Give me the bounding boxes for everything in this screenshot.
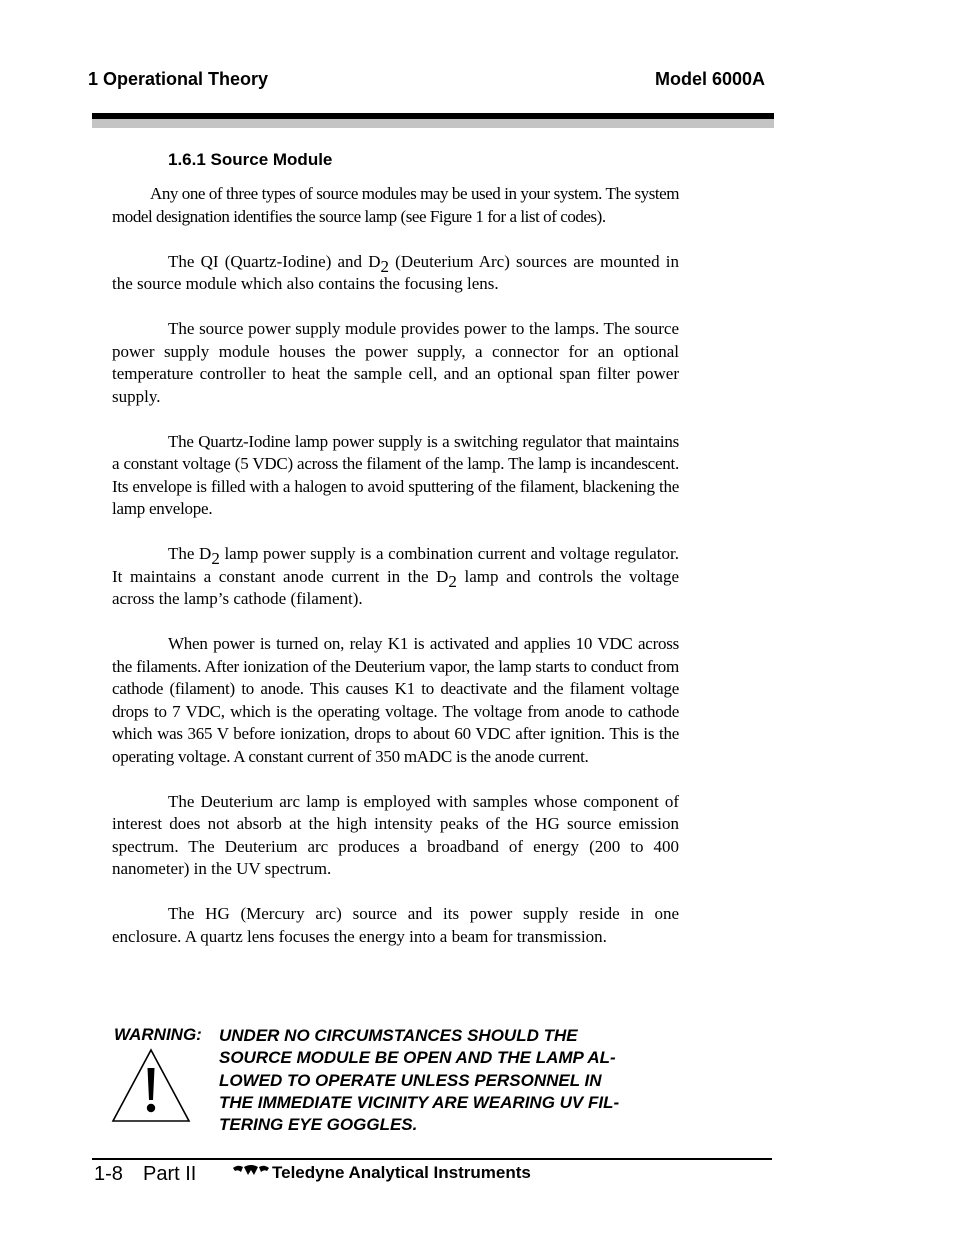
paragraph-deuterium-arc-lamp: The Deuterium arc lamp is employed with samples whose component of interest does not absorb at the high intensity peaks of the HG source emission spectrum. The Deuterium arc produces a broadband of energy (200 to 400 nanometer) in the UV spectrum. (112, 791, 679, 878)
section-heading: 1.6.1 Source Module (168, 150, 333, 169)
paragraph-d2-supply (112, 543, 679, 611)
paragraph-text: lamp power supply is a combination current and voltage regulator. It maintains a constant anode current in the D (112, 544, 679, 586)
warning-line: LOWED TO OPERATE UNLESS PERSONNEL IN (219, 1070, 602, 1090)
paragraph-quartz-iodine-supply: The Quartz-Iodine lamp power supply is a switching regulator that maintains a constant voltage (5 VDC) across the filament of the lamp. The lamp is incandescent. Its envelope is filled with a halogen to avoid sputtering of the filament, blackening the lamp envelope. (112, 431, 679, 518)
subscript: 2 (380, 256, 389, 276)
header-shadow-rule (92, 119, 774, 128)
teledyne-logo-icon (232, 1164, 270, 1178)
body-text (112, 183, 679, 971)
paragraph-text: The D (168, 544, 212, 563)
paragraph-hg-source: The HG (Mercury arc) source and its power supply reside in one enclosure. A quartz lens focuses the energy into a beam for transmission. (112, 904, 679, 946)
subscript: 2 (211, 549, 220, 568)
warning-line: UNDER NO CIRCUMSTANCES SHOULD THE (219, 1026, 578, 1045)
paragraph-power-supply-module: The source power supply module provides power to the lamps. The source power supply module houses the power supply, a connector for an optional temperature controller to heat the sample cell, and an optional span filter power supply. (112, 319, 679, 406)
warning-line: SOURCE MODULE BE OPEN AND THE LAMP AL- (219, 1048, 616, 1068)
footer-company-name: Teledyne Analytical Instruments (272, 1163, 531, 1182)
subscript: 2 (448, 571, 457, 591)
footer-rule (92, 1158, 772, 1160)
paragraph-source-module-types: Any one of three types of source modules may be used in your system. The system model designation identifies the source lamp (see Figure 1 for a list of codes). (112, 184, 679, 226)
running-header-model: Model 6000A (655, 69, 766, 89)
paragraph-text: lamp and controls the voltage across the lamp’s cathode (filament). (112, 566, 679, 608)
running-header-section: 1 Operational Theory (88, 69, 269, 89)
warning-triangle-icon (111, 1048, 191, 1123)
warning-line: THE IMMEDIATE VICINITY ARE WEARING UV FIL- (219, 1092, 620, 1112)
paragraph-text: The QI (Quartz-Iodine) and D (168, 251, 381, 271)
paragraph-text: (Deuterium Arc) sources are mounted in the source module which also contains the focusing lens. (112, 251, 679, 293)
footer-page-number: 1-8 (94, 1163, 123, 1185)
paragraph-power-on-sequence: When power is turned on, relay K1 is activated and applies 10 VDC across the filaments. After ionization of the Deuterium vapor, the lamp starts to conduct from cathode (filament) to anode. This causes K1 to deactivate and the filament voltage drops to 7 VDC, which is the operating voltage. The voltage from anode to cathode which was 365 V before ionization, drops to about 60 VDC after ignition. This is the operating voltage. A constant current of 350 mADC is the anode current. (112, 634, 679, 766)
warning-text (219, 1025, 689, 1136)
footer-part: Part II (143, 1163, 197, 1185)
paragraph-qi-d2-sources (112, 251, 679, 296)
warning-label: WARNING: (114, 1025, 202, 1044)
warning-line: TERING EYE GOGGLES. (219, 1115, 418, 1135)
